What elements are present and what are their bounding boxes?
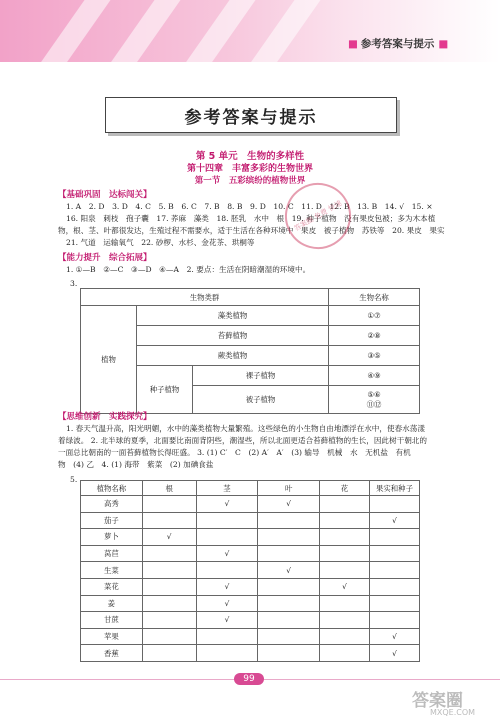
top-decoration xyxy=(0,0,500,62)
check-mark-cell xyxy=(142,578,196,595)
check-mark-cell xyxy=(258,545,320,562)
check-mark-cell: √ xyxy=(196,496,258,513)
check-mark-cell xyxy=(369,529,419,546)
table-header: 根 xyxy=(142,481,196,496)
check-mark-cell xyxy=(196,562,258,579)
check-mark-cell: √ xyxy=(369,512,419,529)
check-mark-cell xyxy=(258,628,320,645)
table-row xyxy=(81,529,420,546)
check-mark-cell: √ xyxy=(320,578,370,595)
table-cell: 茄子 xyxy=(81,512,143,529)
check-mark-cell xyxy=(258,645,320,662)
check-mark-cell: √ xyxy=(369,645,419,662)
table-header: 植物名称 xyxy=(81,481,143,496)
ability-answers-line: 1. ①—B ②—C ③—D ④—A 2. 要点：生活在阴暗潮湿的环境中。 xyxy=(66,265,311,274)
check-mark-cell: √ xyxy=(196,595,258,612)
check-mark-cell xyxy=(142,512,196,529)
check-mark-cell: √ xyxy=(142,529,196,546)
check-mark-cell: √ xyxy=(369,628,419,645)
table-cell: 藻类植物 xyxy=(137,306,329,326)
table-header: 叶 xyxy=(258,481,320,496)
table-cell: 甘蔗 xyxy=(81,612,143,629)
table-row xyxy=(81,595,420,612)
check-mark-cell xyxy=(320,529,370,546)
table-header: 花 xyxy=(320,481,370,496)
table-cell: 蕨类植物 xyxy=(137,346,329,366)
table-cell: 生菜 xyxy=(81,562,143,579)
think-heading: 【思维创新 实践探究】 xyxy=(58,412,152,422)
check-mark-cell xyxy=(320,512,370,529)
check-mark-cell xyxy=(258,512,320,529)
check-mark-cell xyxy=(369,496,419,513)
table-cell xyxy=(329,386,420,414)
check-mark-cell: √ xyxy=(258,562,320,579)
chapter-title: 第十四章 丰富多彩的生物世界 xyxy=(186,164,313,174)
check-mark-cell xyxy=(142,612,196,629)
square-icon: ■ xyxy=(348,37,357,50)
check-mark-cell xyxy=(196,645,258,662)
check-mark-cell: √ xyxy=(196,545,258,562)
check-mark-cell xyxy=(142,628,196,645)
basic-heading: 【基础巩固 达标闯关】 xyxy=(58,190,152,200)
check-mark-cell xyxy=(196,512,258,529)
table-header: 生物类群 xyxy=(81,289,329,306)
check-mark-cell xyxy=(142,595,196,612)
running-header-title: 参考答案与提示 xyxy=(360,38,435,50)
watermark-stamp: 答案圈 免费 快速 xyxy=(273,171,363,261)
check-mark-cell xyxy=(258,578,320,595)
unit-title: 第 5 单元 生物的多样性 xyxy=(195,151,305,162)
table-cell: ②⑧ xyxy=(329,326,420,346)
table-cell: ③⑤ xyxy=(329,346,420,366)
table-cell: 裸子植物 xyxy=(193,366,329,386)
watermark-url: MXQE.COM xyxy=(430,708,476,717)
think-answers-line: 着绿波。 2. 北半球的夏季，北面要比南面背阴些，潮湿些，所以北面更适合苔藓植物的生长，因此树干朝北的 xyxy=(58,436,427,445)
table-cell: ①⑦ xyxy=(329,306,420,326)
check-mark-cell xyxy=(369,578,419,595)
table-cell: 被子植物 xyxy=(193,386,329,414)
check-mark-cell: √ xyxy=(196,612,258,629)
table-cell: 莴苣 xyxy=(81,545,143,562)
check-mark-cell xyxy=(369,562,419,579)
check-mark-cell xyxy=(320,562,370,579)
table-cell: 姜 xyxy=(81,595,143,612)
check-mark-cell xyxy=(142,562,196,579)
question-number: 3. xyxy=(70,279,78,288)
table-cell: 萝卜 xyxy=(81,529,143,546)
think-answers-line: 1. 春天气温升高，阳光明媚，水中的藻类植物大量繁殖。这些绿色的小生物自由地漂浮在水中，使春水荡漾 xyxy=(66,424,425,433)
check-mark-cell xyxy=(142,496,196,513)
table-row xyxy=(81,628,420,645)
square-icon: ■ xyxy=(438,37,448,50)
check-mark-cell xyxy=(196,628,258,645)
table-header: 生物名称 xyxy=(329,289,420,306)
table-header: 果实和种子 xyxy=(369,481,419,496)
plant-organ-table xyxy=(80,480,420,662)
check-mark-cell xyxy=(142,645,196,662)
check-mark-cell xyxy=(142,545,196,562)
check-mark-cell xyxy=(320,645,370,662)
page-number: 99 xyxy=(234,673,264,685)
table-header: 茎 xyxy=(196,481,258,496)
check-mark-cell: √ xyxy=(196,578,258,595)
table-cell: 苹果 xyxy=(81,628,143,645)
question-number: 5. xyxy=(70,475,78,484)
table-cell-line: ⑪⑫ xyxy=(366,399,382,409)
table-row xyxy=(81,578,420,595)
check-mark-cell xyxy=(258,595,320,612)
check-mark-cell xyxy=(258,612,320,629)
think-answers-line: 物 (4) 乙 4. (1) 海带 紫菜 (2) 加碘食盐 xyxy=(58,460,214,469)
check-mark-cell xyxy=(369,612,419,629)
table-cell: 植物 xyxy=(81,306,137,414)
table-cell: 种子植物 xyxy=(137,366,193,414)
table-cell: 香蕉 xyxy=(81,645,143,662)
basic-answers-line: 1. A 2. D 3. D 4. C 5. B 6. C 7. B 8. B 9. D 10. C 11. D 12. B 13. B 14. √ 15. × xyxy=(66,202,433,211)
page-title: 参考答案与提示 xyxy=(105,97,397,133)
check-mark-cell xyxy=(196,529,258,546)
check-mark-cell xyxy=(320,612,370,629)
table-row xyxy=(81,545,420,562)
table-row xyxy=(81,512,420,529)
check-mark-cell xyxy=(369,545,419,562)
check-mark-cell: √ xyxy=(258,496,320,513)
table-row xyxy=(81,645,420,662)
table-cell-line: ⑤⑥ xyxy=(367,389,381,399)
table-row xyxy=(81,562,420,579)
plant-group-table xyxy=(80,288,420,414)
basic-answers-line: 16. 阳泉 刺枝 孢子囊 17. 荞麻 藻类 18. 胚乳 水中 根 19. 种子植物 没有果皮包被；多为木本植 xyxy=(66,214,436,223)
check-mark-cell xyxy=(320,628,370,645)
basic-answers-line: 物，根、茎、叶都很发达，生殖过程不需要水，适于生活在各种环境中 果皮 被子植物 苏铁等 20. 果皮 果实 xyxy=(58,226,445,235)
table-cell: 高秀 xyxy=(81,496,143,513)
watermark-brand: 答案圈 xyxy=(412,691,463,711)
table-row xyxy=(81,496,420,513)
table-cell: 菜花 xyxy=(81,578,143,595)
check-mark-cell xyxy=(369,595,419,612)
basic-answers-line: 21. 气道 运输氧气 22. 砂椤、水杉、金花茶、珙桐等 xyxy=(66,238,255,247)
table-cell: 苔藓植物 xyxy=(137,326,329,346)
check-mark-cell xyxy=(320,595,370,612)
think-answers-line: 一面总比朝南的一面苔藓植物长得旺盛。 3. (1) C′ C (2) A′ A′ (3) 输导 机械 水 无机盐 有机 xyxy=(58,448,411,457)
table-row xyxy=(81,612,420,629)
running-header xyxy=(348,35,488,52)
check-mark-cell xyxy=(258,529,320,546)
table-cell: ④⑨ xyxy=(329,366,420,386)
check-mark-cell xyxy=(320,545,370,562)
check-mark-cell xyxy=(320,496,370,513)
section-title: 第一节 五彩缤纷的植物世界 xyxy=(194,176,306,186)
ability-heading: 【能力提升 综合拓展】 xyxy=(58,253,152,263)
